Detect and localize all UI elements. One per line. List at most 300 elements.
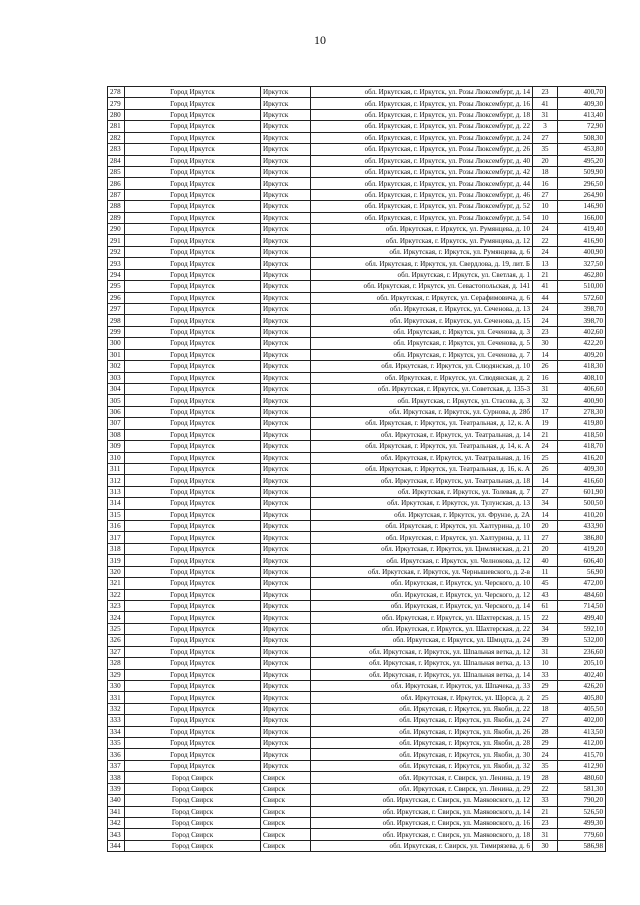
table-row bbox=[108, 395, 606, 406]
settlement-cell: Иркутск bbox=[261, 201, 311, 212]
table-row bbox=[108, 326, 606, 337]
total-area-cell: 495,20 bbox=[558, 155, 606, 166]
address-cell: обл. Иркутская, г. Иркутск, ул. Шпачека, д. 33 bbox=[311, 680, 533, 691]
row-number-cell: 291 bbox=[108, 235, 125, 246]
table-row bbox=[108, 212, 606, 223]
address-cell: обл. Иркутская, г. Иркутск, ул. Якоби, д. 30 bbox=[311, 749, 533, 760]
settlement-cell: Свирск bbox=[261, 829, 311, 840]
address-cell: обл. Иркутская, г. Иркутск, ул. Халтурина, д. 11 bbox=[311, 532, 533, 543]
total-area-cell: 779,60 bbox=[558, 829, 606, 840]
row-number-cell: 293 bbox=[108, 258, 125, 269]
settlement-cell: Иркутск bbox=[261, 212, 311, 223]
table-row bbox=[108, 418, 606, 429]
apartments-count-cell: 29 bbox=[533, 680, 558, 691]
settlement-cell: Иркутск bbox=[261, 703, 311, 714]
table-row bbox=[108, 578, 606, 589]
row-number-cell: 310 bbox=[108, 452, 125, 463]
apartments-count-cell: 27 bbox=[533, 532, 558, 543]
address-cell: обл. Иркутская, г. Иркутск, ул. Якоби, д. 28 bbox=[311, 738, 533, 749]
total-area-cell: 601,90 bbox=[558, 486, 606, 497]
row-number-cell: 314 bbox=[108, 498, 125, 509]
apartments-count-cell: 24 bbox=[533, 246, 558, 257]
address-cell: обл. Иркутская, г. Иркутск, ул. Розы Люксембург, д. 24 bbox=[311, 132, 533, 143]
settlement-cell: Свирск bbox=[261, 818, 311, 829]
row-number-cell: 307 bbox=[108, 418, 125, 429]
municipality-cell: Город Иркутск bbox=[125, 166, 261, 177]
row-number-cell: 303 bbox=[108, 372, 125, 383]
table-row bbox=[108, 98, 606, 109]
row-number-cell: 320 bbox=[108, 566, 125, 577]
municipality-cell: Город Иркутск bbox=[125, 201, 261, 212]
table-row bbox=[108, 463, 606, 474]
apartments-count-cell: 21 bbox=[533, 269, 558, 280]
apartments-count-cell: 26 bbox=[533, 361, 558, 372]
row-number-cell: 315 bbox=[108, 509, 125, 520]
table-row bbox=[108, 829, 606, 840]
table-row bbox=[108, 292, 606, 303]
total-area-cell: 410,20 bbox=[558, 509, 606, 520]
address-cell: обл. Иркутская, г. Иркутск, ул. Толевая, д. 7 bbox=[311, 486, 533, 497]
total-area-cell: 418,30 bbox=[558, 361, 606, 372]
settlement-cell: Иркутск bbox=[261, 738, 311, 749]
address-cell: обл. Иркутская, г. Иркутск, ул. Розы Люксембург, д. 44 bbox=[311, 178, 533, 189]
municipality-cell: Город Иркутск bbox=[125, 543, 261, 554]
settlement-cell: Иркутск bbox=[261, 292, 311, 303]
municipality-cell: Город Иркутск bbox=[125, 441, 261, 452]
municipality-cell: Город Иркутск bbox=[125, 224, 261, 235]
settlement-cell: Иркутск bbox=[261, 669, 311, 680]
row-number-cell: 282 bbox=[108, 132, 125, 143]
apartments-count-cell: 41 bbox=[533, 281, 558, 292]
municipality-cell: Город Свирск bbox=[125, 806, 261, 817]
municipality-cell: Город Иркутск bbox=[125, 486, 261, 497]
address-cell: обл. Иркутская, г. Свирск, ул. Ленина, д. 19 bbox=[311, 772, 533, 783]
address-cell: обл. Иркутская, г. Иркутск, ул. Розы Люксембург, д. 40 bbox=[311, 155, 533, 166]
address-cell: обл. Иркутская, г. Иркутск, ул. Сеченова, д. 13 bbox=[311, 304, 533, 315]
settlement-cell: Иркутск bbox=[261, 121, 311, 132]
municipality-cell: Город Иркутск bbox=[125, 372, 261, 383]
apartments-count-cell: 34 bbox=[533, 623, 558, 634]
address-cell: обл. Иркутская, г. Иркутск, ул. Якоби, д. 32 bbox=[311, 760, 533, 771]
row-number-cell: 286 bbox=[108, 178, 125, 189]
municipality-cell: Город Иркутск bbox=[125, 669, 261, 680]
municipality-cell: Город Иркутск bbox=[125, 532, 261, 543]
apartments-count-cell: 24 bbox=[533, 304, 558, 315]
row-number-cell: 332 bbox=[108, 703, 125, 714]
municipality-cell: Город Иркутск bbox=[125, 589, 261, 600]
table-row bbox=[108, 635, 606, 646]
apartments-count-cell: 28 bbox=[533, 726, 558, 737]
total-area-cell: 592,10 bbox=[558, 623, 606, 634]
apartments-count-cell: 23 bbox=[533, 326, 558, 337]
apartments-count-cell: 44 bbox=[533, 292, 558, 303]
apartments-count-cell: 30 bbox=[533, 840, 558, 851]
table-row bbox=[108, 144, 606, 155]
apartments-count-cell: 22 bbox=[533, 783, 558, 794]
page-number: 10 bbox=[314, 33, 326, 47]
municipality-cell: Город Иркутск bbox=[125, 304, 261, 315]
settlement-cell: Иркутск bbox=[261, 406, 311, 417]
address-cell: обл. Иркутская, г. Иркутск, ул. Тулунская, д. 13 bbox=[311, 498, 533, 509]
table-row bbox=[108, 121, 606, 132]
row-number-cell: 344 bbox=[108, 840, 125, 851]
municipality-cell: Город Иркутск bbox=[125, 281, 261, 292]
row-number-cell: 329 bbox=[108, 669, 125, 680]
apartments-count-cell: 24 bbox=[533, 315, 558, 326]
apartments-count-cell: 10 bbox=[533, 201, 558, 212]
row-number-cell: 300 bbox=[108, 338, 125, 349]
address-cell: обл. Иркутская, г. Иркутск, ул. Театральная, д. 14 bbox=[311, 429, 533, 440]
settlement-cell: Иркутск bbox=[261, 361, 311, 372]
settlement-cell: Иркутск bbox=[261, 383, 311, 394]
row-number-cell: 296 bbox=[108, 292, 125, 303]
total-area-cell: 264,90 bbox=[558, 189, 606, 200]
address-cell: обл. Иркутская, г. Иркутск, ул. Розы Люксембург, д. 54 bbox=[311, 212, 533, 223]
row-number-cell: 325 bbox=[108, 623, 125, 634]
address-cell: обл. Иркутская, г. Иркутск, ул. Черского, д. 10 bbox=[311, 578, 533, 589]
apartments-count-cell: 18 bbox=[533, 166, 558, 177]
total-area-cell: 433,90 bbox=[558, 521, 606, 532]
settlement-cell: Иркутск bbox=[261, 692, 311, 703]
municipality-cell: Город Иркутск bbox=[125, 235, 261, 246]
total-area-cell: 400,70 bbox=[558, 87, 606, 98]
apartments-count-cell: 32 bbox=[533, 395, 558, 406]
table-row bbox=[108, 703, 606, 714]
municipality-cell: Город Иркутск bbox=[125, 98, 261, 109]
apartments-count-cell: 21 bbox=[533, 429, 558, 440]
apartments-count-cell: 29 bbox=[533, 738, 558, 749]
row-number-cell: 308 bbox=[108, 429, 125, 440]
municipality-cell: Город Иркутск bbox=[125, 349, 261, 360]
row-number-cell: 284 bbox=[108, 155, 125, 166]
row-number-cell: 283 bbox=[108, 144, 125, 155]
row-number-cell: 324 bbox=[108, 612, 125, 623]
apartments-count-cell: 45 bbox=[533, 578, 558, 589]
municipality-cell: Город Иркутск bbox=[125, 189, 261, 200]
total-area-cell: 409,30 bbox=[558, 98, 606, 109]
settlement-cell: Иркутск bbox=[261, 566, 311, 577]
settlement-cell: Свирск bbox=[261, 783, 311, 794]
municipality-cell: Город Иркутск bbox=[125, 566, 261, 577]
address-cell: обл. Иркутская, г. Свирск, ул. Ленина, д. 29 bbox=[311, 783, 533, 794]
row-number-cell: 294 bbox=[108, 269, 125, 280]
table-row bbox=[108, 623, 606, 634]
total-area-cell: 499,30 bbox=[558, 818, 606, 829]
table-row bbox=[108, 132, 606, 143]
municipality-cell: Город Свирск bbox=[125, 783, 261, 794]
row-number-cell: 335 bbox=[108, 738, 125, 749]
settlement-cell: Иркутск bbox=[261, 281, 311, 292]
municipality-cell: Город Свирск bbox=[125, 795, 261, 806]
settlement-cell: Иркутск bbox=[261, 635, 311, 646]
address-cell: обл. Иркутская, г. Иркутск, ул. Шпальная ветка, д. 12 bbox=[311, 646, 533, 657]
address-cell: обл. Иркутская, г. Иркутск, ул. Черского, д. 14 bbox=[311, 600, 533, 611]
total-area-cell: 606,40 bbox=[558, 555, 606, 566]
total-area-cell: 484,60 bbox=[558, 589, 606, 600]
table-row bbox=[108, 269, 606, 280]
row-number-cell: 279 bbox=[108, 98, 125, 109]
municipality-cell: Город Иркутск bbox=[125, 452, 261, 463]
municipality-cell: Город Иркутск bbox=[125, 361, 261, 372]
total-area-cell: 419,80 bbox=[558, 418, 606, 429]
settlement-cell: Иркутск bbox=[261, 486, 311, 497]
row-number-cell: 322 bbox=[108, 589, 125, 600]
table-row bbox=[108, 258, 606, 269]
total-area-cell: 499,40 bbox=[558, 612, 606, 623]
table-row bbox=[108, 475, 606, 486]
row-number-cell: 295 bbox=[108, 281, 125, 292]
municipality-cell: Город Иркутск bbox=[125, 612, 261, 623]
address-cell: обл. Иркутская, г. Свирск, ул. Тимирязева, д. 6 bbox=[311, 840, 533, 851]
municipality-cell: Город Иркутск bbox=[125, 109, 261, 120]
address-cell: обл. Иркутская, г. Иркутск, ул. Якоби, д. 24 bbox=[311, 715, 533, 726]
total-area-cell: 409,30 bbox=[558, 463, 606, 474]
municipality-cell: Город Иркутск bbox=[125, 258, 261, 269]
table-row bbox=[108, 692, 606, 703]
settlement-cell: Иркутск bbox=[261, 418, 311, 429]
total-area-cell: 422,20 bbox=[558, 338, 606, 349]
table-row bbox=[108, 349, 606, 360]
settlement-cell: Иркутск bbox=[261, 269, 311, 280]
total-area-cell: 418,50 bbox=[558, 429, 606, 440]
total-area-cell: 472,00 bbox=[558, 578, 606, 589]
row-number-cell: 288 bbox=[108, 201, 125, 212]
municipality-cell: Город Свирск bbox=[125, 772, 261, 783]
address-cell: обл. Иркутская, г. Иркутск, ул. Розы Люксембург, д. 46 bbox=[311, 189, 533, 200]
apartments-count-cell: 31 bbox=[533, 383, 558, 394]
row-number-cell: 338 bbox=[108, 772, 125, 783]
apartments-count-cell: 19 bbox=[533, 418, 558, 429]
settlement-cell: Иркутск bbox=[261, 749, 311, 760]
row-number-cell: 333 bbox=[108, 715, 125, 726]
settlement-cell: Иркутск bbox=[261, 109, 311, 120]
table-row bbox=[108, 304, 606, 315]
row-number-cell: 342 bbox=[108, 818, 125, 829]
table-row bbox=[108, 555, 606, 566]
row-number-cell: 287 bbox=[108, 189, 125, 200]
row-number-cell: 299 bbox=[108, 326, 125, 337]
total-area-cell: 453,80 bbox=[558, 144, 606, 155]
table-row bbox=[108, 109, 606, 120]
row-number-cell: 304 bbox=[108, 383, 125, 394]
address-cell: обл. Иркутская, г. Иркутск, ул. Слюдянская, д. 10 bbox=[311, 361, 533, 372]
apartments-count-cell: 27 bbox=[533, 132, 558, 143]
table-row bbox=[108, 429, 606, 440]
settlement-cell: Иркутск bbox=[261, 532, 311, 543]
address-cell: обл. Иркутская, г. Свирск, ул. Маяковского, д. 18 bbox=[311, 829, 533, 840]
address-cell: обл. Иркутская, г. Иркутск, ул. Шмидта, д. 24 bbox=[311, 635, 533, 646]
row-number-cell: 321 bbox=[108, 578, 125, 589]
table-row bbox=[108, 372, 606, 383]
settlement-cell: Свирск bbox=[261, 772, 311, 783]
table-row bbox=[108, 166, 606, 177]
settlement-cell: Иркутск bbox=[261, 144, 311, 155]
row-number-cell: 330 bbox=[108, 680, 125, 691]
municipality-cell: Город Иркутск bbox=[125, 680, 261, 691]
table-row bbox=[108, 178, 606, 189]
total-area-cell: 412,90 bbox=[558, 760, 606, 771]
address-cell: обл. Иркутская, г. Иркутск, ул. Свердлова, д. 19, лит. Б bbox=[311, 258, 533, 269]
row-number-cell: 309 bbox=[108, 441, 125, 452]
row-number-cell: 298 bbox=[108, 315, 125, 326]
total-area-cell: 146,90 bbox=[558, 201, 606, 212]
apartments-count-cell: 61 bbox=[533, 600, 558, 611]
total-area-cell: 509,90 bbox=[558, 166, 606, 177]
table-row bbox=[108, 486, 606, 497]
municipality-cell: Город Иркутск bbox=[125, 87, 261, 98]
table-row bbox=[108, 189, 606, 200]
table-row bbox=[108, 783, 606, 794]
total-area-cell: 419,40 bbox=[558, 224, 606, 235]
apartments-count-cell: 10 bbox=[533, 212, 558, 223]
total-area-cell: 402,40 bbox=[558, 669, 606, 680]
settlement-cell: Иркутск bbox=[261, 646, 311, 657]
address-cell: обл. Иркутская, г. Иркутск, ул. Щорса, д. 2 bbox=[311, 692, 533, 703]
settlement-cell: Иркутск bbox=[261, 623, 311, 634]
address-cell: обл. Иркутская, г. Иркутск, ул. Цимлянская, д. 21 bbox=[311, 543, 533, 554]
settlement-cell: Иркутск bbox=[261, 680, 311, 691]
settlement-cell: Иркутск bbox=[261, 452, 311, 463]
municipality-cell: Город Иркутск bbox=[125, 578, 261, 589]
municipality-cell: Город Иркутск bbox=[125, 475, 261, 486]
apartments-count-cell: 11 bbox=[533, 566, 558, 577]
row-number-cell: 334 bbox=[108, 726, 125, 737]
row-number-cell: 281 bbox=[108, 121, 125, 132]
municipality-cell: Город Иркутск bbox=[125, 246, 261, 257]
municipality-cell: Город Иркутск bbox=[125, 144, 261, 155]
row-number-cell: 336 bbox=[108, 749, 125, 760]
municipality-cell: Город Иркутск bbox=[125, 623, 261, 634]
settlement-cell: Иркутск bbox=[261, 555, 311, 566]
municipality-cell: Город Иркутск bbox=[125, 658, 261, 669]
apartments-count-cell: 14 bbox=[533, 475, 558, 486]
row-number-cell: 327 bbox=[108, 646, 125, 657]
row-number-cell: 305 bbox=[108, 395, 125, 406]
apartments-count-cell: 33 bbox=[533, 795, 558, 806]
address-cell: обл. Иркутская, г. Иркутск, ул. Румянцева, д. 10 bbox=[311, 224, 533, 235]
table-row bbox=[108, 452, 606, 463]
municipality-cell: Город Иркутск bbox=[125, 292, 261, 303]
address-cell: обл. Иркутская, г. Иркутск, ул. Светлая, д. 1 bbox=[311, 269, 533, 280]
apartments-count-cell: 27 bbox=[533, 486, 558, 497]
apartments-count-cell: 24 bbox=[533, 749, 558, 760]
table-row bbox=[108, 772, 606, 783]
table-row bbox=[108, 612, 606, 623]
row-number-cell: 316 bbox=[108, 521, 125, 532]
apartments-count-cell: 25 bbox=[533, 692, 558, 703]
address-cell: обл. Иркутская, г. Иркутск, ул. Якоби, д. 26 bbox=[311, 726, 533, 737]
apartments-count-cell: 30 bbox=[533, 338, 558, 349]
apartments-count-cell: 17 bbox=[533, 406, 558, 417]
settlement-cell: Иркутск bbox=[261, 155, 311, 166]
row-number-cell: 343 bbox=[108, 829, 125, 840]
settlement-cell: Иркутск bbox=[261, 521, 311, 532]
address-cell: обл. Иркутская, г. Иркутск, ул. Серафимовича, д. 6 bbox=[311, 292, 533, 303]
total-area-cell: 405,50 bbox=[558, 703, 606, 714]
total-area-cell: 510,00 bbox=[558, 281, 606, 292]
municipality-cell: Город Иркутск bbox=[125, 509, 261, 520]
municipality-cell: Город Иркутск bbox=[125, 726, 261, 737]
total-area-cell: 386,80 bbox=[558, 532, 606, 543]
address-cell: обл. Иркутская, г. Свирск, ул. Маяковского, д. 14 bbox=[311, 806, 533, 817]
address-cell: обл. Иркутская, г. Иркутск, ул. Розы Люксембург, д. 52 bbox=[311, 201, 533, 212]
apartments-count-cell: 22 bbox=[533, 235, 558, 246]
settlement-cell: Иркутск bbox=[261, 429, 311, 440]
table-row bbox=[108, 646, 606, 657]
settlement-cell: Иркутск bbox=[261, 166, 311, 177]
total-area-cell: 426,20 bbox=[558, 680, 606, 691]
settlement-cell: Иркутск bbox=[261, 178, 311, 189]
table-row bbox=[108, 543, 606, 554]
apartments-count-cell: 31 bbox=[533, 646, 558, 657]
settlement-cell: Иркутск bbox=[261, 726, 311, 737]
municipality-cell: Город Иркутск bbox=[125, 738, 261, 749]
table-row bbox=[108, 589, 606, 600]
table-row bbox=[108, 738, 606, 749]
municipality-cell: Город Иркутск bbox=[125, 463, 261, 474]
apartments-count-cell: 10 bbox=[533, 658, 558, 669]
apartments-count-cell: 23 bbox=[533, 818, 558, 829]
total-area-cell: 398,70 bbox=[558, 304, 606, 315]
settlement-cell: Иркутск bbox=[261, 509, 311, 520]
total-area-cell: 400,90 bbox=[558, 395, 606, 406]
address-cell: обл. Иркутская, г. Иркутск, ул. Розы Люксембург, д. 22 bbox=[311, 121, 533, 132]
table-row bbox=[108, 726, 606, 737]
address-cell: обл. Иркутская, г. Иркутск, ул. Стасова, д. 3 bbox=[311, 395, 533, 406]
address-cell: обл. Иркутская, г. Иркутск, ул. Халтурина, д. 10 bbox=[311, 521, 533, 532]
row-number-cell: 289 bbox=[108, 212, 125, 223]
address-cell: обл. Иркутская, г. Иркутск, ул. Сеченова, д. 5 bbox=[311, 338, 533, 349]
row-number-cell: 306 bbox=[108, 406, 125, 417]
address-cell: обл. Иркутская, г. Иркутск, ул. Розы Люксембург, д. 26 bbox=[311, 144, 533, 155]
settlement-cell: Иркутск bbox=[261, 349, 311, 360]
row-number-cell: 292 bbox=[108, 246, 125, 257]
address-cell: обл. Иркутская, г. Иркутск, ул. Розы Люксембург, д. 14 bbox=[311, 87, 533, 98]
apartments-count-cell: 31 bbox=[533, 109, 558, 120]
total-area-cell: 406,60 bbox=[558, 383, 606, 394]
row-number-cell: 319 bbox=[108, 555, 125, 566]
settlement-cell: Иркутск bbox=[261, 132, 311, 143]
address-cell: обл. Иркутская, г. Иркутск, ул. Шпальная ветка, д. 13 bbox=[311, 658, 533, 669]
apartments-count-cell: 14 bbox=[533, 349, 558, 360]
apartments-count-cell: 16 bbox=[533, 372, 558, 383]
table-row bbox=[108, 383, 606, 394]
settlement-cell: Иркутск bbox=[261, 189, 311, 200]
settlement-cell: Иркутск bbox=[261, 463, 311, 474]
row-number-cell: 313 bbox=[108, 486, 125, 497]
municipality-cell: Город Иркутск bbox=[125, 326, 261, 337]
apartments-count-cell: 28 bbox=[533, 772, 558, 783]
settlement-cell: Свирск bbox=[261, 840, 311, 851]
municipality-cell: Город Иркутск bbox=[125, 155, 261, 166]
total-area-cell: 790,20 bbox=[558, 795, 606, 806]
settlement-cell: Иркутск bbox=[261, 235, 311, 246]
apartments-count-cell: 31 bbox=[533, 829, 558, 840]
apartments-count-cell: 23 bbox=[533, 87, 558, 98]
total-area-cell: 72,90 bbox=[558, 121, 606, 132]
table-row bbox=[108, 155, 606, 166]
address-cell: обл. Иркутская, г. Иркутск, ул. Румянцева, д. 12 bbox=[311, 235, 533, 246]
apartments-count-cell: 27 bbox=[533, 189, 558, 200]
row-number-cell: 301 bbox=[108, 349, 125, 360]
total-area-cell: 416,90 bbox=[558, 235, 606, 246]
address-cell: обл. Иркутская, г. Свирск, ул. Маяковского, д. 12 bbox=[311, 795, 533, 806]
total-area-cell: 419,20 bbox=[558, 543, 606, 554]
municipality-cell: Город Иркутск bbox=[125, 760, 261, 771]
total-area-cell: 415,70 bbox=[558, 749, 606, 760]
total-area-cell: 413,50 bbox=[558, 726, 606, 737]
municipality-cell: Город Иркутск bbox=[125, 555, 261, 566]
